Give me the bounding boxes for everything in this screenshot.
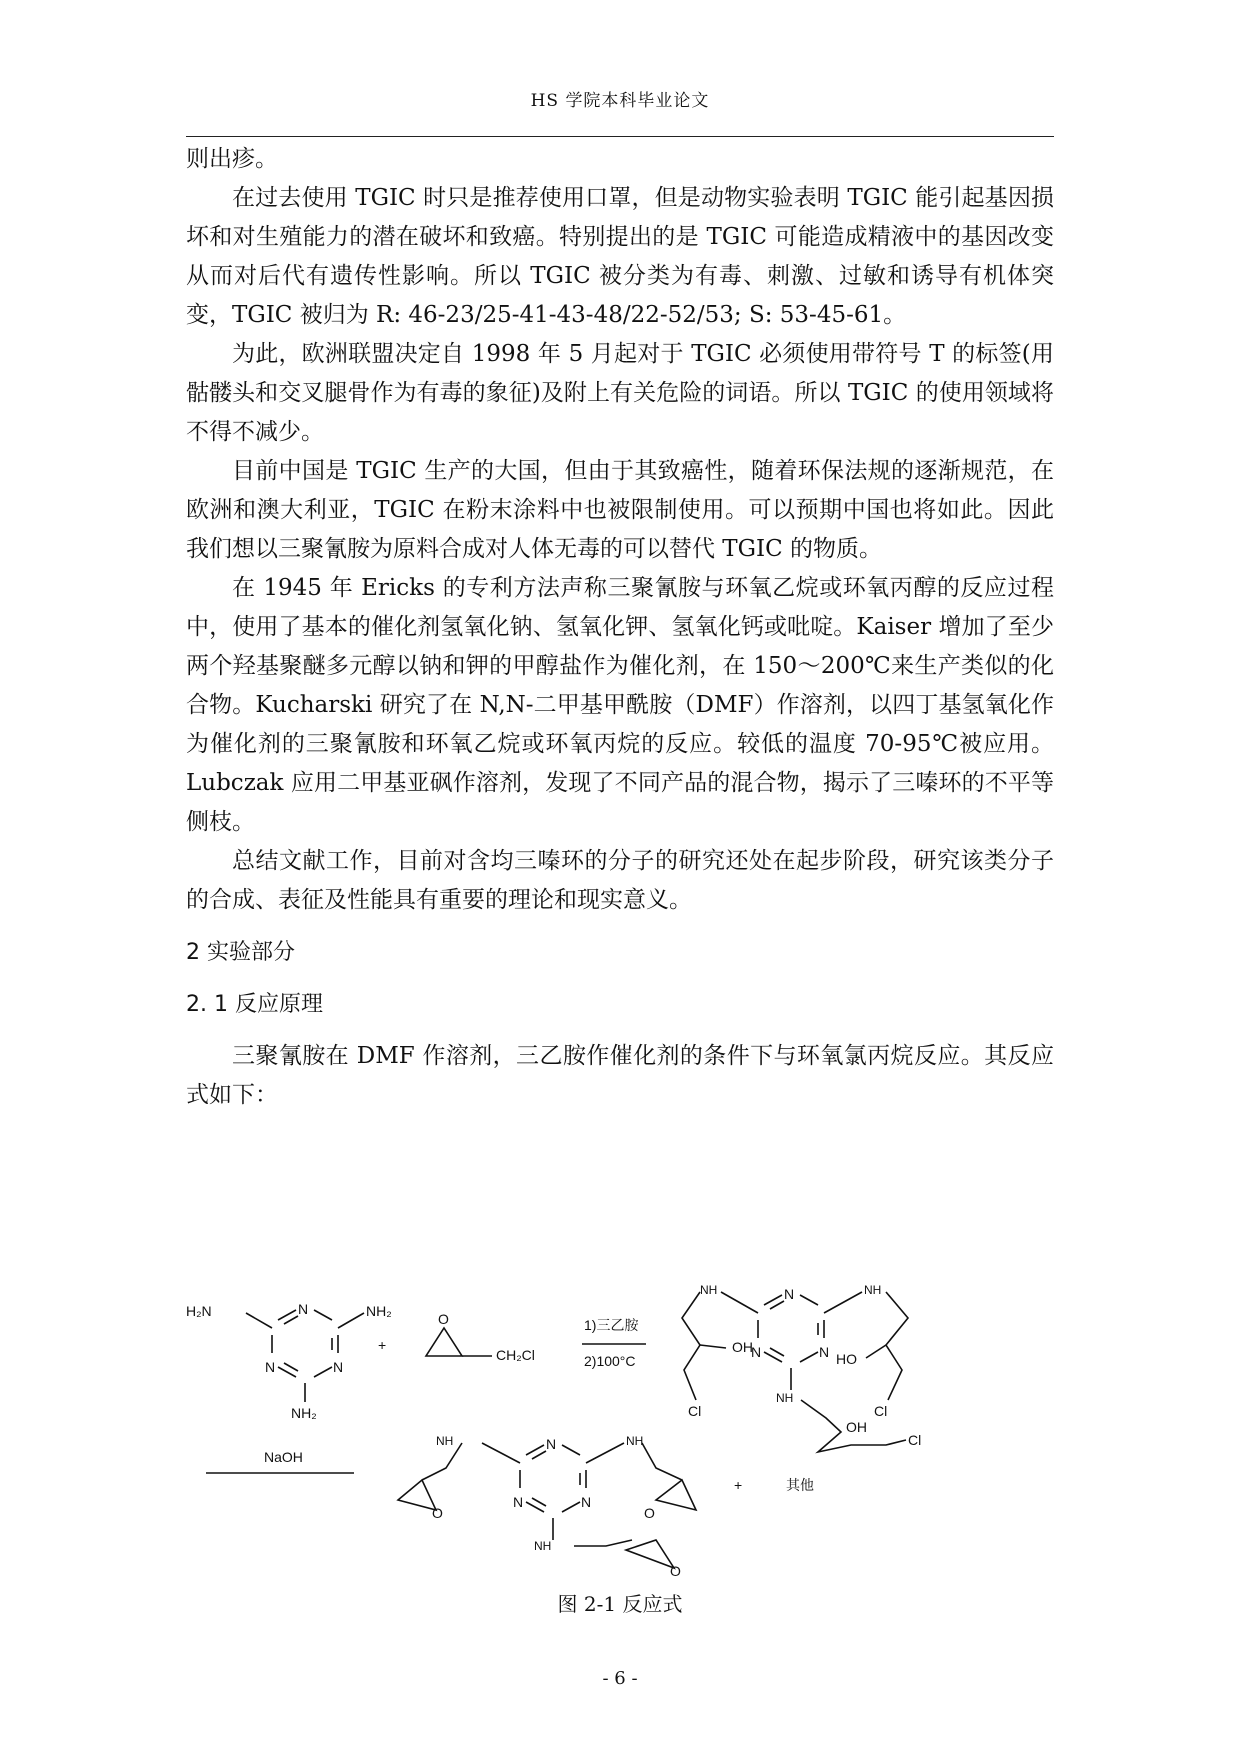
label-ch2cl: CH₂Cl xyxy=(496,1347,535,1363)
label-nh-2: NH xyxy=(864,1283,882,1297)
label-n-prod-top: N xyxy=(546,1436,557,1452)
page-number: - 6 - xyxy=(602,1668,638,1689)
label-nh2-bottom: NH₂ xyxy=(291,1405,317,1421)
label-ho: HO xyxy=(836,1351,857,1367)
label-nh-3: NH xyxy=(776,1391,794,1405)
label-n-prod-left: N xyxy=(513,1494,524,1510)
label-plus-2: + xyxy=(734,1477,743,1493)
paragraph-literature: 在 1945 年 Ericks 的专利方法声称三聚氰胺与环氧乙烷或环氧丙醇的反应过程中，使用了基本的催化剂氢氧化钠、氢氧化钾、氢氧化钙或吡啶。Kaiser 增加了至少两个羟基聚醚多元醇以钠和钾的甲醇盐作为催化剂，在 150～200℃来生产类似的化合物。Kucharski 研究了在 N,N-二甲基甲酰胺（DMF）作溶剂，以四丁基氢氧化作为催化剂的三聚氰胺和环氧乙烷或环氧丙烷的反应。较低的温度 70-95℃被应用。Lubczak 应用二甲基亚砜作溶剂，发现了不同产品的混合物，揭示了三嗪环的不平等侧枝。 xyxy=(186,575,1054,835)
reaction-scheme xyxy=(186,1240,1054,1580)
label-cl-3: Cl xyxy=(908,1432,922,1448)
paragraph-china-tgic: 目前中国是 TGIC 生产的大国，但由于其致癌性，随着环保法规的逐渐规范，在欧洲和澳大利亚，TGIC 在粉末涂料中也被限制使用。可以预期中国也将如此。因此我们想以三聚氰胺为原料合成对人体无毒的可以替代 TGIC 的物质。 xyxy=(186,458,1054,562)
label-plus-1: + xyxy=(378,1337,387,1353)
label-n-int-top: N xyxy=(784,1286,795,1302)
running-header: HS 学院本科毕业论文 xyxy=(530,91,710,111)
label-h2n: H₂N xyxy=(186,1303,212,1319)
label-cl-1: Cl xyxy=(688,1403,702,1419)
label-nh2-right: NH₂ xyxy=(366,1303,392,1319)
subsection-heading: 2. 1 反应原理 xyxy=(186,992,323,1017)
label-n-prod-right: N xyxy=(581,1494,592,1510)
label-nh-6: NH xyxy=(534,1539,552,1553)
label-n-int-left: N xyxy=(751,1344,762,1360)
label-condition-1: 1)三乙胺 xyxy=(584,1317,639,1333)
label-o-prod-3: O xyxy=(670,1563,681,1579)
label-cl-2: Cl xyxy=(874,1403,888,1419)
label-nh-5: NH xyxy=(626,1434,644,1448)
label-o-prod-1: O xyxy=(432,1505,443,1521)
paragraph-tgic-toxicity: 在过去使用 TGIC 时只是推荐使用口罩，但是动物实验表明 TGIC 能引起基因损坏和对生殖能力的潜在破坏和致癌。特别提出的是 TGIC 可能造成精液中的基因改变从而对后代有遗传性影响。所以 TGIC 被分类为有毒、刺激、过敏和诱导有机体突变，TGIC 被归为 R: 46-23/25-41-43-48/22-52/53; S: 53-45-61。 xyxy=(186,185,1054,328)
label-nh-1: NH xyxy=(700,1283,718,1297)
section-heading: 2 实验部分 xyxy=(186,940,295,965)
label-condition-2: 2)100°C xyxy=(584,1353,636,1369)
paragraph-eu-label: 为此，欧洲联盟决定自 1998 年 5 月起对于 TGIC 必须使用带符号 T 的标签(用骷髅头和交叉腿骨作为有毒的象征)及附上有关危险的词语。所以 TGIC 的使用领域将不得不减少。 xyxy=(186,341,1054,445)
figure-caption: 图 2-1 反应式 xyxy=(557,1592,683,1616)
label-oh-2: OH xyxy=(846,1419,867,1435)
main-text xyxy=(186,140,1054,1115)
label-naoh: NaOH xyxy=(264,1449,303,1465)
label-n-right: N xyxy=(333,1359,344,1375)
label-o-epoxide: O xyxy=(438,1311,449,1327)
paragraph-reaction-intro: 三聚氰胺在 DMF 作溶剂，三乙胺作催化剂的条件下与环氧氯丙烷反应。其反应式如下： xyxy=(186,1043,1054,1108)
paragraph-summary: 总结文献工作，目前对含均三嗪环的分子的研究还处在起步阶段，研究该类分子的合成、表征及性能具有重要的理论和现实意义。 xyxy=(186,848,1054,913)
paragraph-continued: 则出疹。 xyxy=(186,146,278,172)
label-o-prod-2: O xyxy=(644,1505,655,1521)
label-n-int-right: N xyxy=(819,1344,830,1360)
label-n-top: N xyxy=(298,1301,309,1317)
label-oh-1: OH xyxy=(732,1339,753,1355)
label-n-left: N xyxy=(265,1359,276,1375)
header-rule xyxy=(186,136,1054,137)
label-others: 其他 xyxy=(786,1477,814,1493)
label-nh-4: NH xyxy=(436,1434,454,1448)
